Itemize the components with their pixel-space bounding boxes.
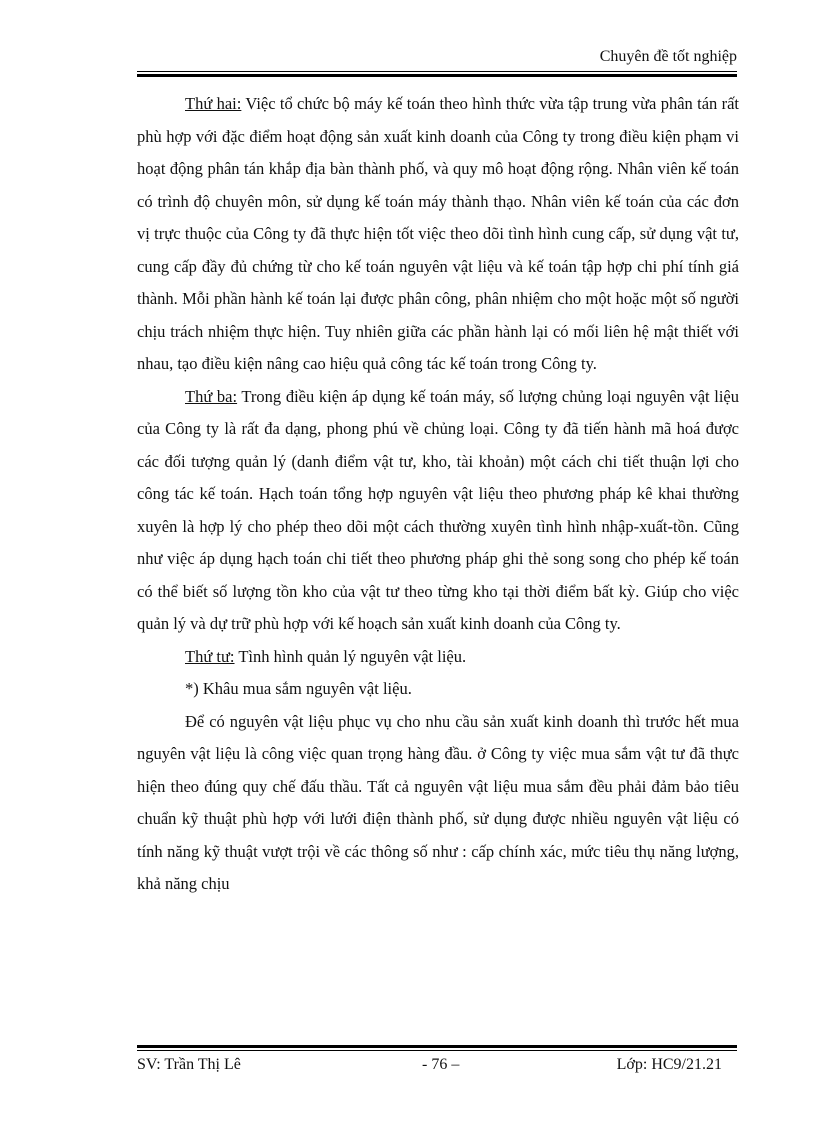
paragraph-text: Tình hình quản lý nguyên vật liệu. [234, 646, 467, 666]
footer-rule-thick [137, 1045, 737, 1048]
paragraph-text: Việc tổ chức bộ máy kế toán theo hình thức vừa tập trung vừa phân tán rất phù hợp với đặc điểm hoạt động sản xuất kinh doanh của Công ty trong điều kiện phạm vi hoạt động phân tán khắp địa bàn thành phố, và quy mô hoạt động rộng. Nhân viên kế toán có trình độ chuyên môn, sử dụng kế toán máy thành thạo. Nhân viên kế toán của các đơn vị trực thuộc của Công ty đã thực hiện tốt việc theo dõi tình hình cung cấp, sử dụng vật tư, cung cấp đầy đủ chứng từ cho kế toán nguyên vật liệu và kế toán tập hợp chi phí tính giá thành. Mỗi phần hành kế toán lại được phân công, phân nhiệm cho một hoặc một số người chịu trách nhiệm thực hiện. Tuy nhiên giữa các phần hành lại có mối liên hệ mật thiết với nhau, tạo điều kiện nâng cao hiệu quả công tác kế toán trong Công ty. [137, 94, 740, 373]
footer-rule-thin [137, 1050, 737, 1051]
header-rule-thin [137, 71, 737, 72]
paragraph-thu-hai [137, 88, 739, 381]
paragraph-text: *) Khâu mua sắm nguyên vật liệu. [185, 679, 412, 698]
paragraph-lead: Thứ hai: [185, 94, 242, 113]
paragraph-de-co-nguyen-vat-lieu [137, 706, 739, 901]
page-header: Chuyên đề tốt nghiệp [599, 48, 737, 65]
paragraph-thu-tu [137, 641, 739, 674]
footer-student: SV: Trần Thị Lê [137, 1056, 241, 1073]
paragraph-khau-mua-sam [137, 673, 739, 706]
page-footer [137, 1056, 737, 1078]
paragraph-text: Trong điều kiện áp dụng kế toán máy, số lượng chủng loại nguyên vật liệu của Công ty là rất đa dạng, phong phú về chủng loại. Công ty đã tiến hành mã hoá được các đối tượng quản lý (danh điểm vật tư, kho, tài khoản) một cách chi tiết thuận lợi cho công tác kế toán. Hạch toán tổng hợp nguyên vật liệu theo phương pháp kê khai thường xuyên là hợp lý cho phép theo dõi một cách thường xuyên tình hình nhập-xuất-tồn. Cũng như việc áp dụng hạch toán chi tiết theo phương pháp ghi thẻ song song cho phép kế toán có thể biết số lượng tồn kho của vật tư theo từng kho tại thời điểm bất kỳ. Giúp cho việc quản lý và dự trữ phù hợp với kế hoạch sản xuất kinh doanh của Công ty. [137, 386, 739, 633]
paragraph-thu-ba [137, 381, 739, 641]
paragraph-text: Để có nguyên vật liệu phục vụ cho nhu cầu sản xuất kinh doanh thì trước hết mua nguyên vật liệu là công việc quan trọng hàng đầu. ở Công ty việc mua sắm vật tư đã thực hiện theo đúng quy chế đấu thầu. Tất cả nguyên vật liệu mua sắm đều phải đảm bảo tiêu chuẩn kỹ thuật phù hợp với lưới điện thành phố, sử dụng được nhiều nguyên vật liệu có tính năng kỹ thuật vượt trội về các thông số như : cấp chính xác, mức tiêu thụ năng lượng, khả năng chịu [137, 711, 739, 893]
footer-class: Lớp: HC9/21.21 [616, 1056, 722, 1073]
paragraph-lead: Thứ ba: [185, 386, 238, 406]
paragraph-lead: Thứ tư: [185, 646, 235, 666]
document-body [137, 88, 739, 901]
header-rule-thick [137, 74, 737, 77]
footer-page-number: - 76 – [422, 1056, 460, 1073]
